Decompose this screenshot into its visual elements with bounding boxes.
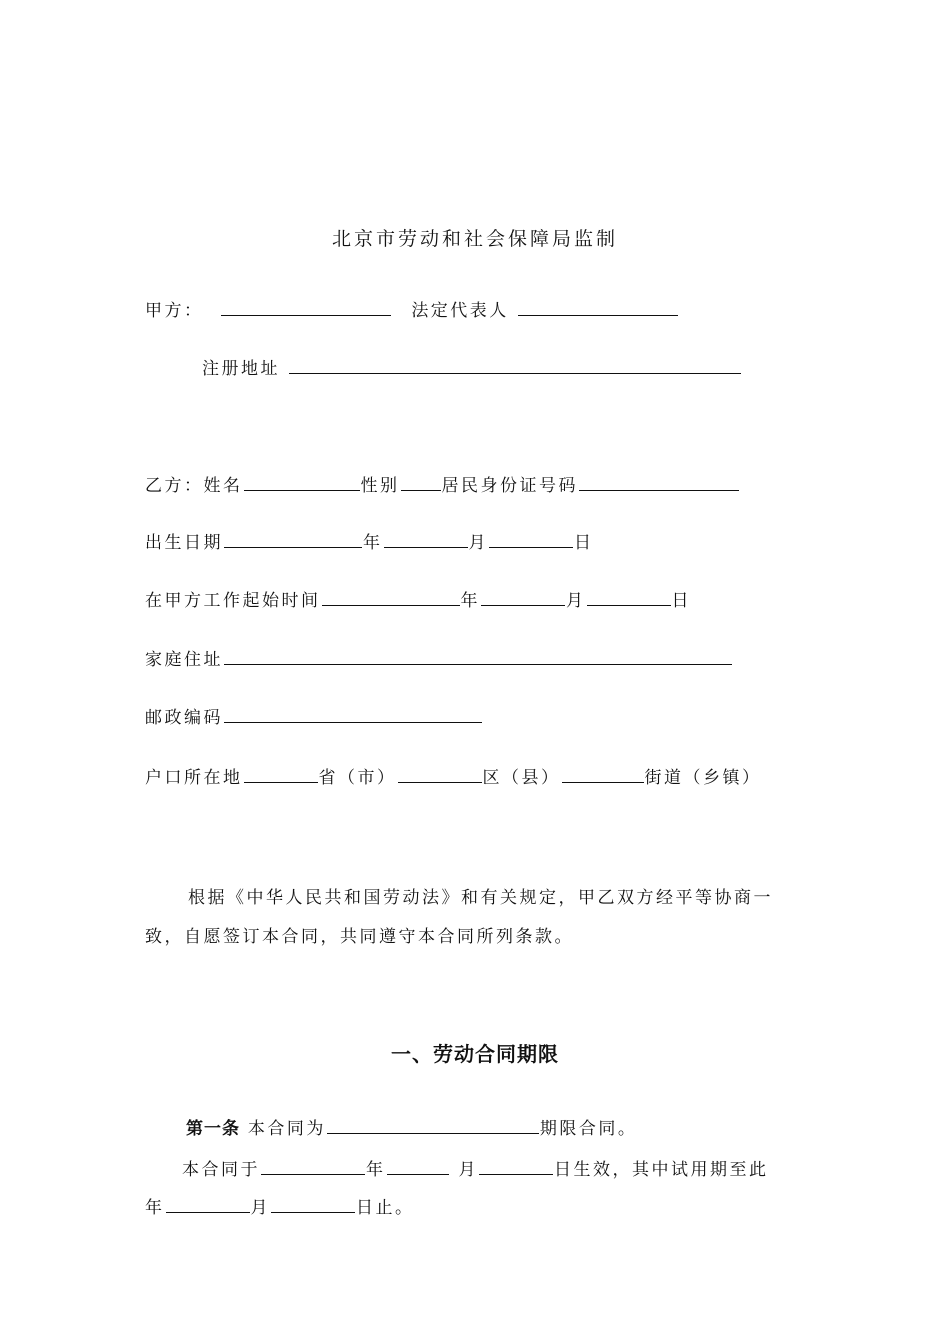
home-address-field[interactable] xyxy=(224,646,732,665)
hukou-label: 户口所在地 xyxy=(145,768,243,788)
preamble-line-2: 致，自愿签订本合同，共同遵守本合同所列条款。 xyxy=(145,927,574,947)
postcode-field[interactable] xyxy=(224,704,482,723)
street-label: 街道（乡镇） xyxy=(644,768,762,788)
trial-year-label: 年 xyxy=(145,1198,165,1218)
effective-year-field[interactable] xyxy=(261,1156,365,1175)
year-label: 年 xyxy=(363,533,383,553)
id-number-field[interactable] xyxy=(579,472,739,491)
birth-year-field[interactable] xyxy=(224,529,362,548)
article-1-label: 第一条 xyxy=(186,1119,240,1139)
registered-address-field[interactable] xyxy=(289,355,741,374)
article-1-row xyxy=(186,1115,637,1141)
trial-month-label: 月 xyxy=(250,1198,270,1218)
id-number-label: 居民身份证号码 xyxy=(441,476,578,496)
party-a-row xyxy=(145,297,679,323)
birth-day-field[interactable] xyxy=(489,529,573,548)
registered-address-label: 注册地址 xyxy=(202,359,280,379)
district-label: 区（县） xyxy=(482,768,561,788)
party-a-name-field[interactable] xyxy=(221,297,391,316)
start-month-field[interactable] xyxy=(481,587,565,606)
effective-text-b: 日生效，其中试用期至此 xyxy=(554,1160,769,1180)
effective-year-label: 年 xyxy=(366,1160,386,1180)
start-date-row xyxy=(145,587,691,613)
month-label: 月 xyxy=(468,533,488,553)
home-address-row xyxy=(145,646,733,672)
home-address-label: 家庭住址 xyxy=(145,650,223,670)
postcode-row xyxy=(145,704,483,730)
hukou-row xyxy=(145,764,762,790)
province-label: 省（市） xyxy=(318,768,397,788)
trial-end-row xyxy=(145,1194,415,1220)
start-date-label: 在甲方工作起始时间 xyxy=(145,591,321,611)
start-day-field[interactable] xyxy=(587,587,671,606)
article-1-text-a: 本合同为 xyxy=(247,1119,326,1139)
birth-date-row xyxy=(145,529,594,555)
trial-end-text: 日止。 xyxy=(356,1198,415,1218)
year-label: 年 xyxy=(460,591,480,611)
document-title: 北京市劳动和社会保障局监制 xyxy=(331,228,618,250)
birth-date-label: 出生日期 xyxy=(145,533,223,553)
name-label: 姓名 xyxy=(203,476,243,496)
gender-label: 性别 xyxy=(360,476,400,496)
gender-field[interactable] xyxy=(401,472,441,491)
contract-type-field[interactable] xyxy=(327,1115,539,1134)
party-b-label: 乙方： xyxy=(145,476,204,496)
district-field[interactable] xyxy=(398,764,482,783)
postcode-label: 邮政编码 xyxy=(145,708,223,728)
party-a-address-row xyxy=(202,355,742,381)
effective-month-label: 月 xyxy=(458,1160,478,1180)
name-field[interactable] xyxy=(244,472,360,491)
legal-rep-label: 法定代表人 xyxy=(411,301,509,321)
birth-month-field[interactable] xyxy=(384,529,468,548)
effective-day-field[interactable] xyxy=(479,1156,553,1175)
article-1-text-b: 期限合同。 xyxy=(539,1119,638,1139)
street-field[interactable] xyxy=(562,764,644,783)
effective-text-a: 本合同于 xyxy=(182,1160,260,1180)
legal-rep-field[interactable] xyxy=(518,297,678,316)
trial-day-field[interactable] xyxy=(271,1194,355,1213)
party-b-row xyxy=(145,472,740,498)
day-label: 日 xyxy=(574,533,594,553)
preamble-line-1: 根据《中华人民共和国劳动法》和有关规定，甲乙双方经平等协商一 xyxy=(188,888,773,908)
effective-month-field[interactable] xyxy=(387,1156,449,1175)
trial-month-field[interactable] xyxy=(166,1194,250,1213)
effective-date-row xyxy=(182,1156,769,1182)
section-heading: 一、劳动合同期限 xyxy=(391,1042,559,1066)
day-label: 日 xyxy=(671,591,691,611)
month-label: 月 xyxy=(566,591,586,611)
party-a-label: 甲方： xyxy=(145,301,204,321)
start-year-field[interactable] xyxy=(322,587,460,606)
province-field[interactable] xyxy=(244,764,318,783)
